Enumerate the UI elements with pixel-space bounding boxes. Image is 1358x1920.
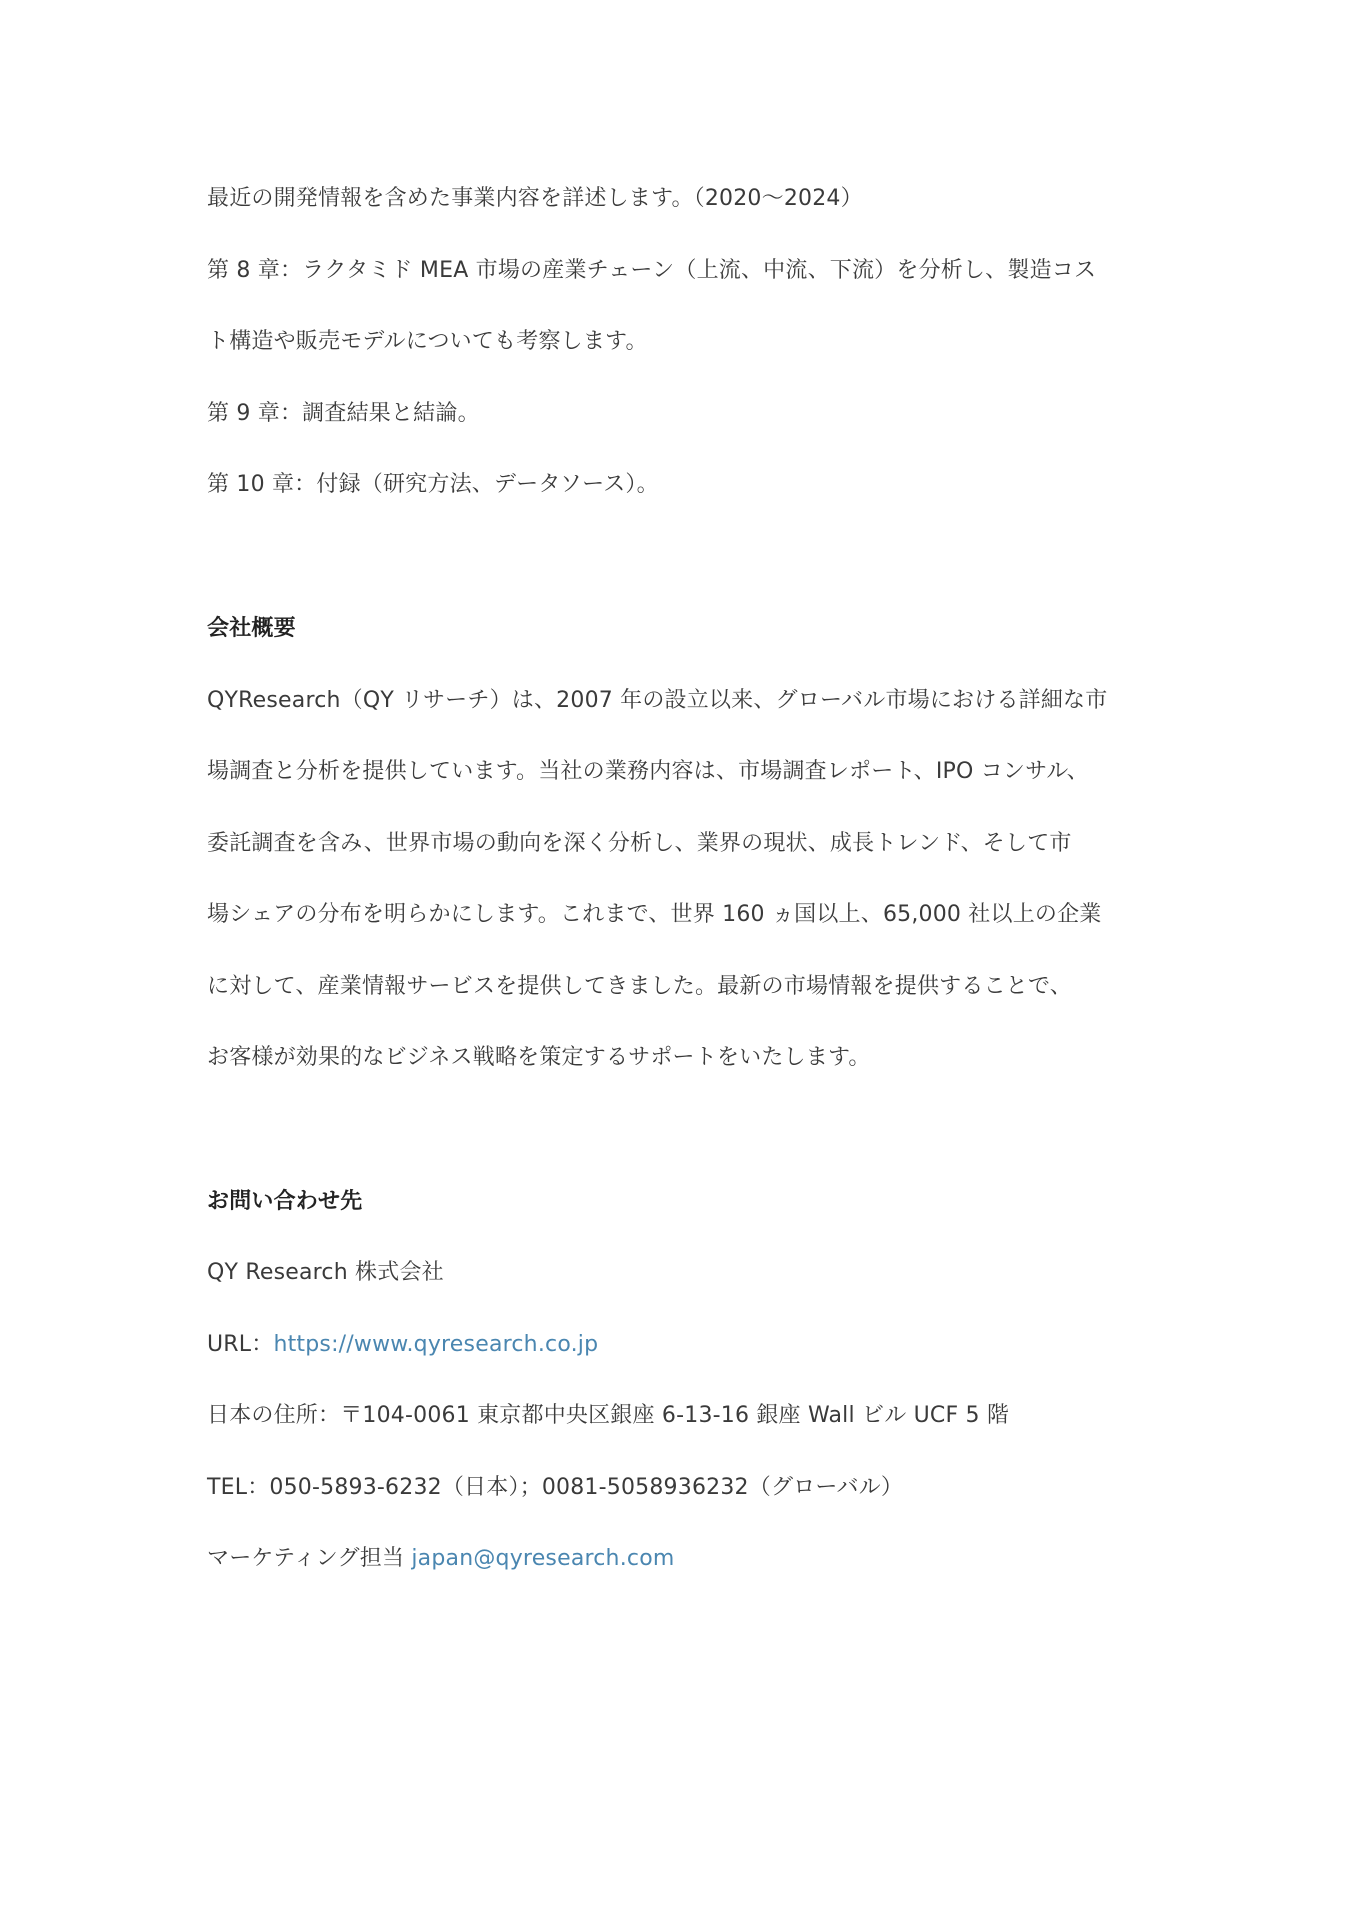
company-overview-heading: 会社概要 [207,616,296,641]
email-link[interactable]: japan@qyresearch.com [411,1546,675,1571]
body-text-line: 最近の開発情報を含めた事業内容を詳述します。（2020～2024） [207,186,863,211]
website-link[interactable]: https://www.qyresearch.co.jp [273,1332,599,1357]
contact-address: 日本の住所：〒104-0061 東京都中央区銀座 6-13-16 銀座 Wall ビル UCF 5 階 [207,1403,1010,1428]
company-text-line: に対して、産業情報サービスを提供してきました。最新の市場情報を提供することで、 [207,974,1072,999]
url-label: URL： [207,1332,274,1357]
company-text-line: お客様が効果的なビジネス戦略を策定するサポートをいたします。 [207,1045,871,1070]
company-text-line: 場調査と分析を提供しています。当社の業務内容は、市場調査レポート、IPO コンサル、 [207,759,1089,784]
company-text-line: QYResearch（QY リサーチ）は、2007 年の設立以来、グローバル市場における詳細な市 [207,688,1108,713]
body-text-line: 第 8 章：ラクタミド MEA 市場の産業チェーン（上流、中流、下流）を分析し、製造コス [207,258,1097,283]
contact-company-name: QY Research 株式会社 [207,1260,444,1285]
contact-tel: TEL：050-5893-6232（日本）；0081-5058936232（グローバル） [207,1475,904,1500]
contact-url-line [207,1330,1167,1360]
body-text-line: ト構造や販売モデルについても考察します。 [207,329,648,354]
company-text-line: 場シェアの分布を明らかにします。これまで、世界 160 ヵ国以上、65,000 社以上の企業 [207,902,1102,927]
body-text-line: 第 10 章：付録（研究方法、データソース）。 [207,472,659,497]
contact-heading: お問い合わせ先 [207,1189,363,1214]
marketing-label: マーケティング担当 [207,1546,412,1571]
contact-email-line [207,1544,1167,1574]
body-text-line: 第 9 章：調査結果と結論。 [207,401,480,426]
company-text-line: 委託調査を含み、世界市場の動向を深く分析し、業界の現状、成長トレンド、そして市 [207,831,1072,856]
